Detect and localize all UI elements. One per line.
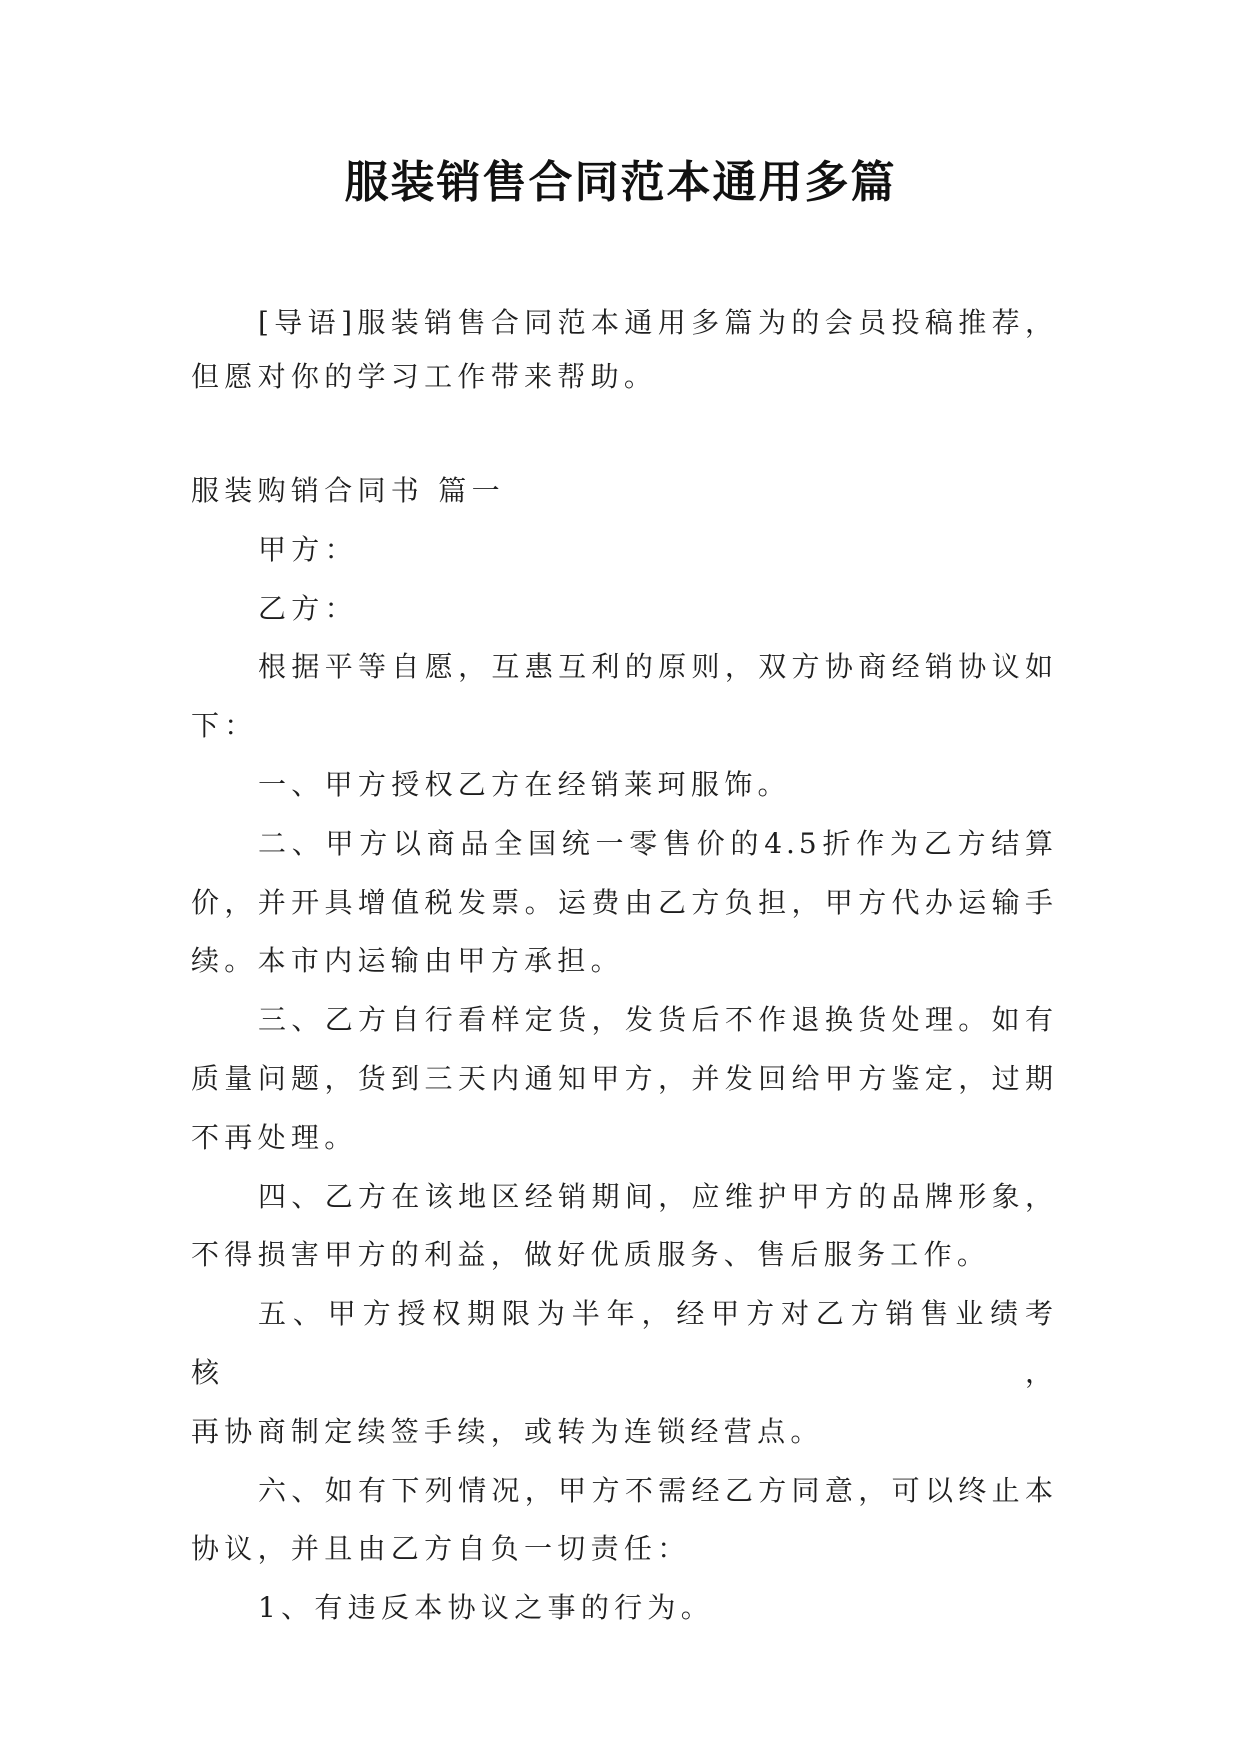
paragraph-line: 协议，并且由乙方自负一切责任： xyxy=(191,1532,691,1566)
party-a-paragraph xyxy=(191,521,1057,580)
party-b-paragraph xyxy=(191,580,1057,639)
paragraph-line: 再协商制定续签手续，或转为连锁经营点。 xyxy=(191,1414,824,1448)
clause-6-paragraph xyxy=(191,1462,1057,1580)
paragraph-line: 质量问题，货到三天内通知甲方，并发回给甲方鉴定，过期 xyxy=(191,1061,1057,1095)
paragraph-line: 五、甲方授权期限为半年，经甲方对乙方销售业绩考核， xyxy=(191,1297,1057,1389)
document-title: 服装销售合同范本通用多篇 xyxy=(344,157,897,208)
section-heading: 服装购销合同书 篇一 xyxy=(191,474,505,507)
clause-4-paragraph xyxy=(191,1168,1057,1286)
clause-1-paragraph xyxy=(191,756,1057,815)
clause-2-paragraph xyxy=(191,815,1057,991)
contract-body xyxy=(191,462,1057,1638)
clause-6-item-1-paragraph xyxy=(191,1579,1057,1638)
intro-line: [导语]服装销售合同范本通用多篇为的会员投稿推荐， xyxy=(258,306,1057,339)
paragraph-line: 价，并开具增值税发票。运费由乙方负担，甲方代办运输手 xyxy=(191,885,1057,919)
paragraph-line: 不得损害甲方的利益，做好优质服务、售后服务工作。 xyxy=(191,1238,991,1272)
paragraph-line: 四、乙方在该地区经销期间，应维护甲方的品牌形象， xyxy=(258,1179,1057,1213)
paragraph-line: 根据平等自愿，互惠互利的原则，双方协商经销协议如 xyxy=(258,650,1057,684)
paragraph-line: 下： xyxy=(191,709,258,743)
paragraph-line: 1、有违反本协议之事的行为。 xyxy=(258,1591,715,1625)
intro-paragraph xyxy=(191,296,1057,404)
clause-3-paragraph xyxy=(191,991,1057,1167)
clause-5-paragraph xyxy=(191,1285,1057,1461)
paragraph-line: 续。本市内运输由甲方承担。 xyxy=(191,944,624,978)
paragraph-line: 三、乙方自行看样定货，发货后不作退换货处理。如有 xyxy=(258,1003,1057,1037)
paragraph-line: 一、甲方授权乙方在经销莱珂服饰。 xyxy=(258,767,791,801)
intro-line: 但愿对你的学习工作带来帮助。 xyxy=(191,360,658,393)
paragraph-line: 甲方： xyxy=(258,532,358,566)
paragraph-line: 不再处理。 xyxy=(191,1120,358,1154)
paragraph-line: 二、甲方以商品全国统一零售价的4.5折作为乙方结算 xyxy=(258,826,1057,860)
paragraph-line: 乙方： xyxy=(258,591,358,625)
paragraph-line: 六、如有下列情况，甲方不需经乙方同意，可以终止本 xyxy=(258,1473,1057,1507)
preamble-paragraph xyxy=(191,638,1057,756)
